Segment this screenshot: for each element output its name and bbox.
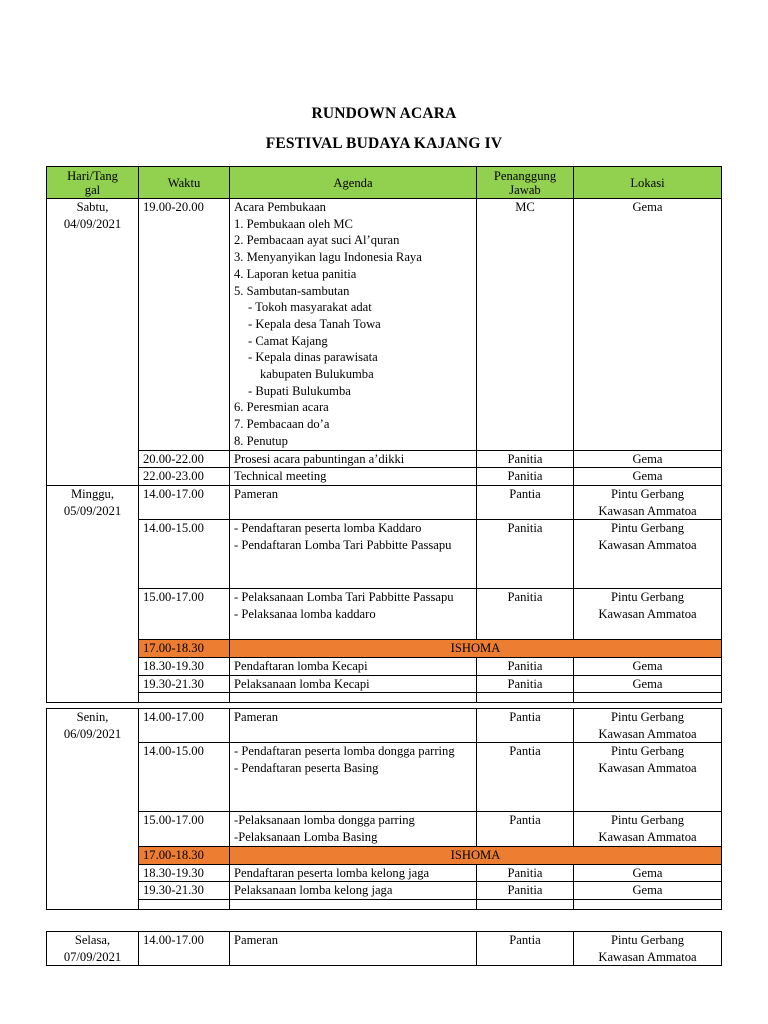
day-cell-sabtu: Sabtu, 04/09/2021 xyxy=(47,199,139,486)
pj-cell: Pantia xyxy=(477,485,574,519)
document-subtitle: FESTIVAL BUDAYA KAJANG IV xyxy=(265,135,503,152)
agenda-cell: Pelaksanaan lomba kelong jaga xyxy=(230,882,477,900)
lokasi-cell: Gema xyxy=(574,658,722,676)
lokasi-cell: Gema xyxy=(574,199,722,451)
pj-cell: Panitia xyxy=(477,882,574,900)
table-row xyxy=(47,864,722,882)
agenda-cell: Pameran xyxy=(230,709,477,743)
waktu-cell: 19.30-21.30 xyxy=(139,675,230,693)
table-row xyxy=(47,743,722,812)
pj-cell: MC xyxy=(477,199,574,451)
table-row xyxy=(47,882,722,900)
waktu-cell: 17.00-18.30 xyxy=(139,640,230,658)
ishoma-row xyxy=(47,640,722,658)
pj-cell: Pantia xyxy=(477,932,574,966)
table-row xyxy=(47,812,722,846)
waktu-cell: 14.00-17.00 xyxy=(139,485,230,519)
pj-cell: Pantia xyxy=(477,743,574,812)
table-row xyxy=(47,468,722,486)
agenda-cell: - Pendaftaran peserta lomba Kaddaro - Pendaftaran Lomba Tari Pabbitte Passapu xyxy=(230,520,477,589)
lokasi-cell: Gema xyxy=(574,882,722,900)
lokasi-cell: Gema xyxy=(574,864,722,882)
table-row xyxy=(47,520,722,589)
waktu-cell: 14.00-15.00 xyxy=(139,743,230,812)
agenda-cell: -Pelaksanaan lomba dongga parring -Pelaksanaan Lomba Basing xyxy=(230,812,477,846)
waktu-cell: 20.00-22.00 xyxy=(139,450,230,468)
rundown-table-3 xyxy=(46,931,722,966)
pj-cell: Panitia xyxy=(477,589,574,640)
ishoma-label: ISHOMA xyxy=(230,640,722,658)
agenda-cell: Pendaftaran lomba Kecapi xyxy=(230,658,477,676)
waktu-cell: 15.00-17.00 xyxy=(139,589,230,640)
ishoma-row xyxy=(47,846,722,864)
waktu-cell: 18.30-19.30 xyxy=(139,658,230,676)
header-agenda: Agenda xyxy=(230,167,477,199)
pj-cell: Pantia xyxy=(477,709,574,743)
agenda-cell: Pendaftaran peserta lomba kelong jaga xyxy=(230,864,477,882)
lokasi-cell: Gema xyxy=(574,450,722,468)
blank-row xyxy=(47,693,722,703)
day-cell-senin: Senin, 06/09/2021 xyxy=(47,709,139,910)
waktu-cell: 19.00-20.00 xyxy=(139,199,230,451)
header-hari: Hari/Tang gal xyxy=(47,167,139,199)
lokasi-cell: Pintu Gerbang Kawasan Ammatoa xyxy=(574,709,722,743)
pj-cell: Panitia xyxy=(477,658,574,676)
table-row xyxy=(47,658,722,676)
pj-cell: Pantia xyxy=(477,812,574,846)
table-row xyxy=(47,450,722,468)
lokasi-cell: Pintu Gerbang Kawasan Ammatoa xyxy=(574,485,722,519)
waktu-cell: 18.30-19.30 xyxy=(139,864,230,882)
table-row xyxy=(47,675,722,693)
pj-cell: Panitia xyxy=(477,450,574,468)
lokasi-cell: Gema xyxy=(574,468,722,486)
pj-cell: Panitia xyxy=(477,468,574,486)
waktu-cell: 14.00-17.00 xyxy=(139,709,230,743)
lokasi-cell: Gema xyxy=(574,675,722,693)
pj-cell: Panitia xyxy=(477,864,574,882)
ishoma-label: ISHOMA xyxy=(230,846,722,864)
lokasi-cell: Pintu Gerbang Kawasan Ammatoa xyxy=(574,812,722,846)
table-row xyxy=(47,932,722,966)
agenda-cell: Pameran xyxy=(230,485,477,519)
document-title: RUNDOWN ACARA xyxy=(311,105,457,122)
lokasi-cell: Pintu Gerbang Kawasan Ammatoa xyxy=(574,520,722,589)
rundown-table-1 xyxy=(46,166,722,703)
agenda-cell: - Pelaksanaan Lomba Tari Pabbitte Passapu - Pelaksanaa lomba kaddaro xyxy=(230,589,477,640)
table-row xyxy=(47,709,722,743)
header-lokasi: Lokasi xyxy=(574,167,722,199)
agenda-cell: Technical meeting xyxy=(230,468,477,486)
lokasi-cell: Pintu Gerbang Kawasan Ammatoa xyxy=(574,743,722,812)
agenda-cell: Pameran xyxy=(230,932,477,966)
day-cell-minggu: Minggu, 05/09/2021 xyxy=(47,485,139,703)
agenda-cell: - Pendaftaran peserta lomba dongga parring - Pendaftaran peserta Basing xyxy=(230,743,477,812)
agenda-cell: Prosesi acara pabuntingan a’dikki xyxy=(230,450,477,468)
header-penanggung-jawab: Penanggung Jawab xyxy=(477,167,574,199)
lokasi-cell: Pintu Gerbang Kawasan Ammatoa xyxy=(574,932,722,966)
waktu-cell: 17.00-18.30 xyxy=(139,846,230,864)
table-row xyxy=(47,199,722,451)
rundown-table-2 xyxy=(46,708,722,910)
agenda-cell: Acara Pembukaan 1. Pembukaan oleh MC 2. Pembacaan ayat suci Al’quran 3. Menyanyikan lagu Indonesia Raya 4. Laporan ketua panitia 5. Sambutan-sambutan - Tokoh masyarakat adat - Kepala desa Tanah Towa - Camat Kajang - Kepala dinas parawisata kabupaten Bulukumba - Bupati Bulukumba 6. Peresmian acara 7. Pembacaan do’a 8. Penutup xyxy=(230,199,477,451)
table-header-row xyxy=(47,167,722,199)
table-row xyxy=(47,485,722,519)
waktu-cell: 15.00-17.00 xyxy=(139,812,230,846)
header-waktu: Waktu xyxy=(139,167,230,199)
waktu-cell: 22.00-23.00 xyxy=(139,468,230,486)
pj-cell: Panitia xyxy=(477,520,574,589)
pj-cell: Panitia xyxy=(477,675,574,693)
lokasi-cell: Pintu Gerbang Kawasan Ammatoa xyxy=(574,589,722,640)
waktu-cell: 14.00-17.00 xyxy=(139,932,230,966)
blank-row xyxy=(47,899,722,909)
waktu-cell: 19.30-21.30 xyxy=(139,882,230,900)
table-row xyxy=(47,589,722,640)
day-cell-selasa: Selasa, 07/09/2021 xyxy=(47,932,139,966)
agenda-cell: Pelaksanaan lomba Kecapi xyxy=(230,675,477,693)
waktu-cell: 14.00-15.00 xyxy=(139,520,230,589)
